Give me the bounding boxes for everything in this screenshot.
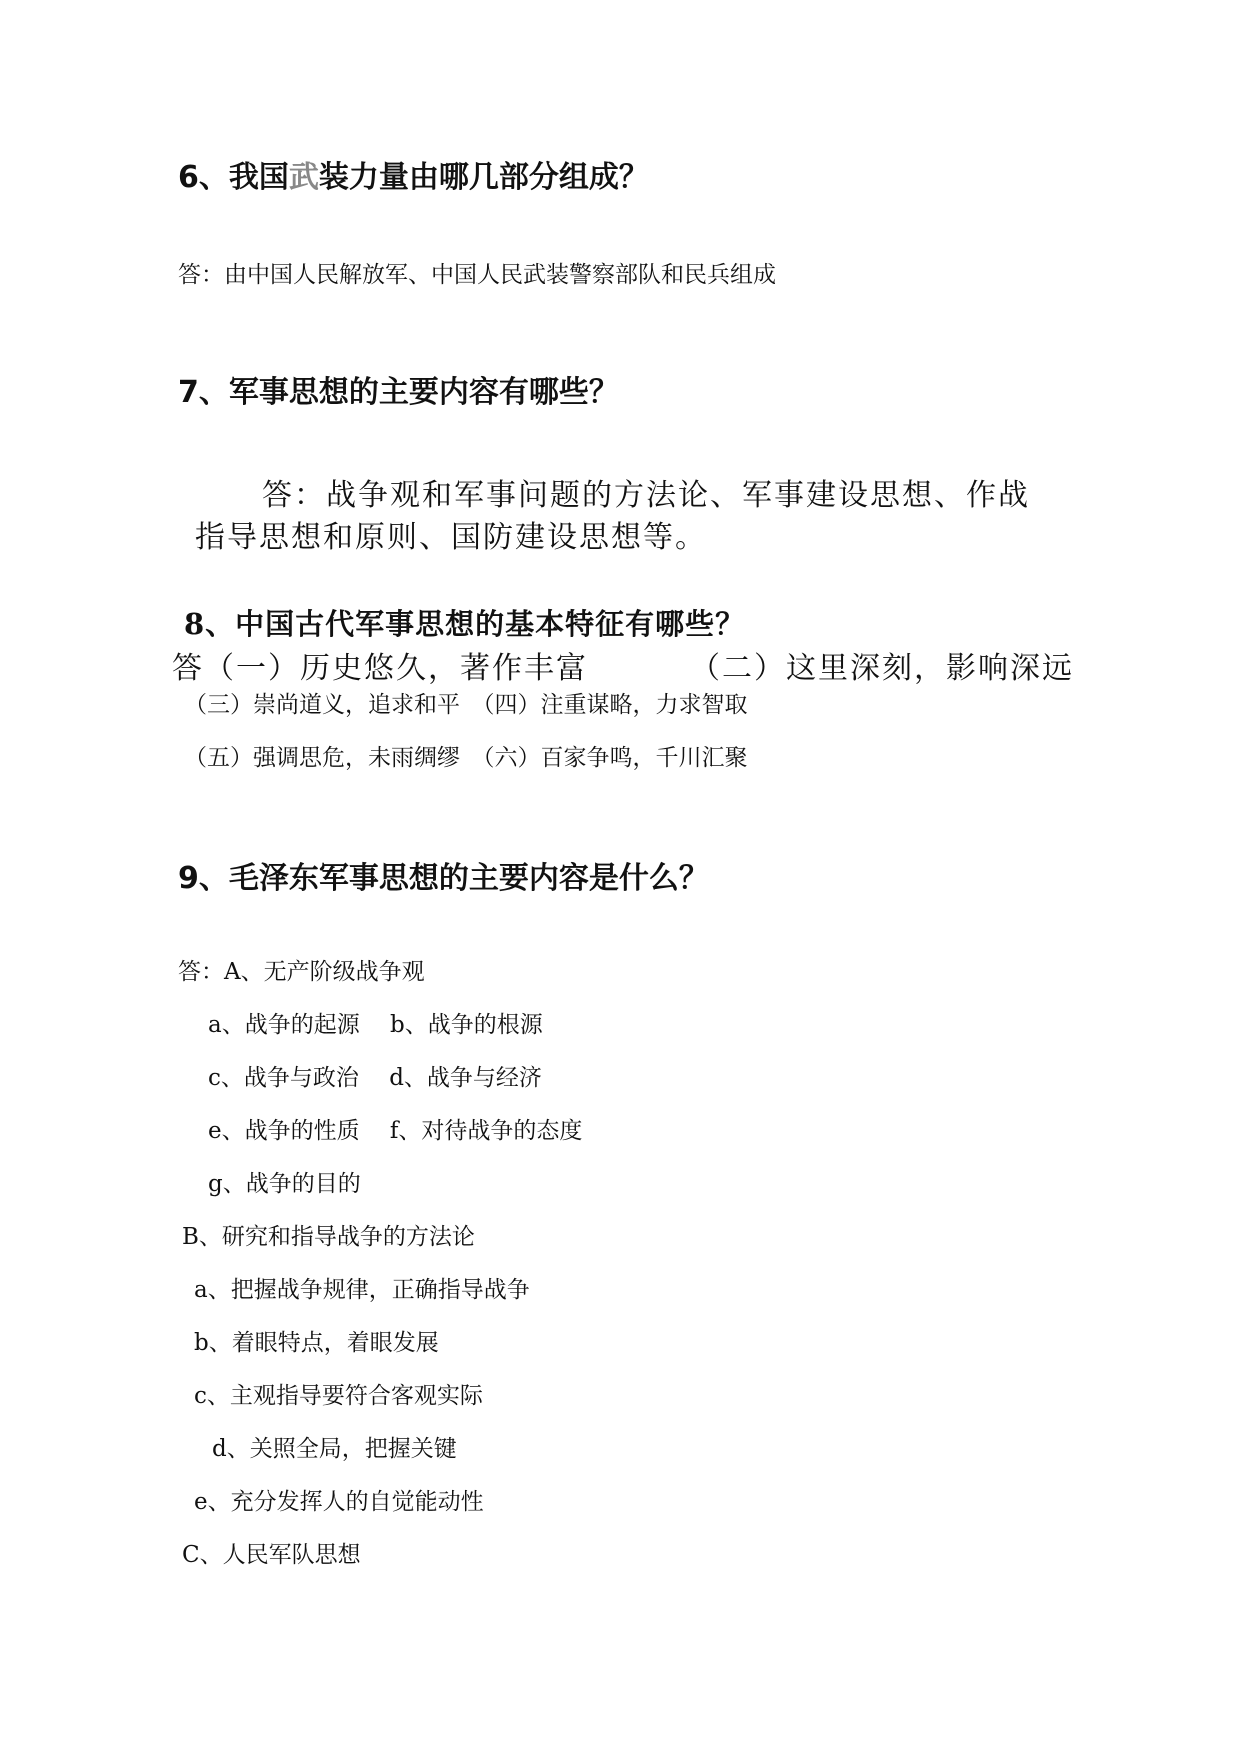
q9-answer-line: a、战争的起源 b、战争的根源 xyxy=(208,1012,543,1038)
q9-answer-line: b、着眼特点，着眼发展 xyxy=(194,1330,439,1356)
q9-title: 9、毛泽东军事思想的主要内容是什么？ xyxy=(178,861,709,896)
q9-answer-line: d、关照全局，把握关键 xyxy=(212,1436,457,1462)
q6-title-pre: 我国 xyxy=(228,160,289,195)
q9-answer-line: B、研究和指导战争的方法论 xyxy=(182,1224,475,1250)
q6-number: 6、 xyxy=(178,160,229,195)
q7-answer-line1: 答：战争观和军事问题的方法论、军事建设思想、作战 xyxy=(262,478,1030,513)
q9-answer-line: c、战争与政治 d、战争与经济 xyxy=(208,1065,542,1091)
q9-answer-line: g、战争的目的 xyxy=(208,1171,361,1197)
q9-answer-line: e、战争的性质 f、对待战争的态度 xyxy=(208,1118,583,1144)
q7-title: 7、军事思想的主要内容有哪些？ xyxy=(178,375,619,410)
q9-answer-line: a、把握战争规律，正确指导战争 xyxy=(194,1277,530,1303)
q8-answer-line1b: （二）这里深刻，影响深远 xyxy=(690,651,1074,686)
q8-answer-line3: （五）强调思危，未雨绸缪 （六）百家争鸣，千川汇聚 xyxy=(184,745,748,771)
q8-answer-line1a: 答（一）历史悠久，著作丰富 xyxy=(172,651,588,686)
q6-title xyxy=(178,152,649,196)
q9-answer-line: C、人民军队思想 xyxy=(182,1542,361,1568)
q9-answer-line: e、充分发挥人的自觉能动性 xyxy=(194,1489,484,1515)
q6-title-highlight: 武 xyxy=(288,160,319,195)
q8-answer-line2: （三）崇尚道义，追求和平 （四）注重谋略，力求智取 xyxy=(184,692,748,718)
q6-title-post: 装力量由哪几部分组成？ xyxy=(318,160,649,195)
q7-answer-line2: 指导思想和原则、国防建设思想等。 xyxy=(195,520,707,555)
q8-title: 8、中国古代军事思想的基本特征有哪些？ xyxy=(184,607,746,641)
q9-answer-line: 答：A、无产阶级战争观 xyxy=(178,959,425,985)
q6-answer: 答：由中国人民解放军、中国人民武装警察部队和民兵组成 xyxy=(178,262,776,288)
q9-answer-line: c、主观指导要符合客观实际 xyxy=(194,1383,483,1409)
